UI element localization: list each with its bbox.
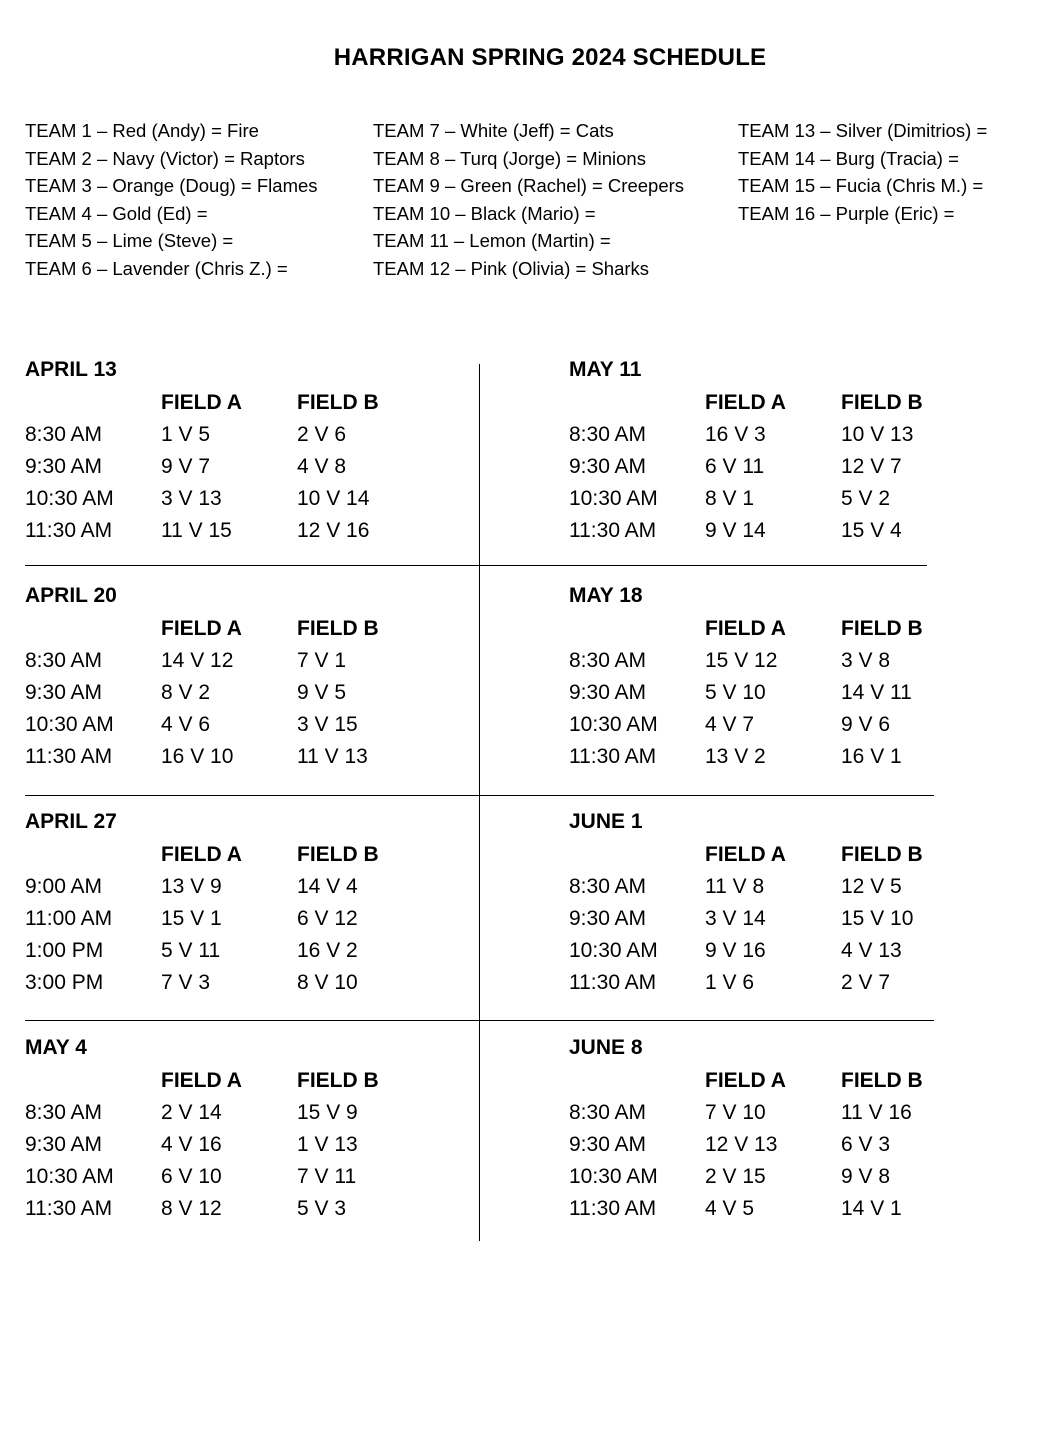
- field-b-matchup: 5 V 3: [297, 1197, 347, 1220]
- game-row: [25, 907, 445, 939]
- field-a-matchup: 11 V 15: [161, 519, 232, 542]
- field-b-header: FIELD B: [297, 843, 379, 866]
- game-time: 8:30 AM: [569, 875, 647, 898]
- field-a-matchup: 3 V 14: [705, 907, 766, 930]
- schedule-day-block: [569, 810, 989, 1010]
- game-row: [25, 1197, 445, 1229]
- field-b-matchup: 6 V 12: [297, 907, 358, 930]
- game-time: 11:30 AM: [25, 519, 113, 542]
- field-a-header: FIELD A: [705, 391, 786, 414]
- field-a-matchup: 1 V 6: [705, 971, 755, 994]
- game-time: 10:30 AM: [569, 1165, 658, 1188]
- field-a-matchup: 2 V 14: [161, 1101, 222, 1124]
- game-row: [569, 745, 989, 777]
- field-a-matchup: 16 V 3: [705, 423, 766, 446]
- field-b-matchup: 6 V 3: [841, 1133, 891, 1156]
- field-a-matchup: 9 V 16: [705, 939, 766, 962]
- field-a-matchup: 1 V 5: [161, 423, 211, 446]
- game-row: [569, 1101, 989, 1133]
- field-a-header: FIELD A: [161, 617, 242, 640]
- field-a-matchup: 7 V 3: [161, 971, 211, 994]
- game-time: 8:30 AM: [25, 423, 103, 446]
- game-row: [569, 1197, 989, 1229]
- field-b-matchup: 14 V 4: [297, 875, 358, 898]
- game-time: 9:30 AM: [25, 681, 103, 704]
- team-list-column-2: [373, 117, 684, 283]
- game-row: [25, 971, 445, 1003]
- center-divider: [479, 364, 480, 1241]
- field-b-matchup: 15 V 9: [297, 1101, 358, 1124]
- game-row: [569, 455, 989, 487]
- field-a-matchup: 3 V 13: [161, 487, 222, 510]
- game-time: 11:30 AM: [569, 745, 657, 768]
- game-row: [25, 713, 445, 745]
- team-entry: TEAM 16 – Purple (Eric) =: [738, 202, 955, 224]
- field-b-matchup: 5 V 2: [841, 487, 891, 510]
- game-time: 8:30 AM: [569, 1101, 647, 1124]
- field-a-matchup: 8 V 2: [161, 681, 211, 704]
- game-row: [25, 875, 445, 907]
- field-b-matchup: 4 V 8: [297, 455, 347, 478]
- game-row: [569, 423, 989, 455]
- row-divider: [25, 795, 934, 796]
- field-a-header: FIELD A: [161, 1069, 242, 1092]
- field-b-matchup: 1 V 13: [297, 1133, 358, 1156]
- game-time: 11:30 AM: [569, 971, 657, 994]
- field-a-header: FIELD A: [161, 391, 242, 414]
- game-time: 9:30 AM: [25, 455, 103, 478]
- field-a-header: FIELD A: [705, 843, 786, 866]
- field-b-matchup: 4 V 13: [841, 939, 902, 962]
- field-b-matchup: 7 V 11: [297, 1165, 357, 1188]
- game-row: [569, 1133, 989, 1165]
- team-list-column-3: [738, 117, 987, 227]
- field-a-matchup: 14 V 12: [161, 649, 234, 672]
- field-b-matchup: 2 V 6: [297, 423, 347, 446]
- field-a-matchup: 6 V 11: [705, 455, 765, 478]
- field-b-header: FIELD B: [841, 1069, 923, 1092]
- game-date: APRIL 13: [25, 358, 117, 381]
- schedule-day-block: [569, 584, 989, 784]
- team-entry: TEAM 8 – Turq (Jorge) = Minions: [373, 147, 646, 169]
- field-a-matchup: 4 V 16: [161, 1133, 222, 1156]
- field-a-matchup: 13 V 9: [161, 875, 222, 898]
- field-b-matchup: 10 V 13: [841, 423, 914, 446]
- game-time: 9:30 AM: [569, 681, 647, 704]
- team-entry: TEAM 3 – Orange (Doug) = Flames: [25, 175, 318, 197]
- game-row: [25, 455, 445, 487]
- game-time: 11:00 AM: [25, 907, 113, 930]
- field-b-matchup: 8 V 10: [297, 971, 358, 994]
- game-time: 10:30 AM: [25, 487, 114, 510]
- field-a-header: FIELD A: [705, 1069, 786, 1092]
- team-entry: TEAM 9 – Green (Rachel) = Creepers: [373, 175, 685, 197]
- field-b-matchup: 12 V 16: [297, 519, 370, 542]
- team-entry: TEAM 12 – Pink (Olivia) = Sharks: [373, 257, 650, 279]
- game-date: MAY 4: [25, 1036, 87, 1059]
- team-entry: TEAM 11 – Lemon (Martin) =: [373, 230, 611, 252]
- field-a-matchup: 15 V 12: [705, 649, 778, 672]
- field-a-matchup: 9 V 14: [705, 519, 766, 542]
- game-time: 9:30 AM: [569, 455, 647, 478]
- game-time: 11:30 AM: [569, 1197, 657, 1220]
- game-time: 8:30 AM: [569, 649, 647, 672]
- game-time: 10:30 AM: [25, 713, 114, 736]
- field-a-matchup: 16 V 10: [161, 745, 234, 768]
- field-b-header: FIELD B: [297, 617, 379, 640]
- game-row: [25, 423, 445, 455]
- schedule-day-block: [25, 810, 445, 1010]
- field-b-matchup: 12 V 5: [841, 875, 902, 898]
- field-b-header: FIELD B: [841, 391, 923, 414]
- field-b-matchup: 14 V 11: [841, 681, 912, 704]
- game-row: [569, 713, 989, 745]
- field-b-header: FIELD B: [841, 843, 923, 866]
- schedule-day-block: [569, 1036, 989, 1236]
- game-date: MAY 11: [569, 358, 642, 381]
- game-time: 10:30 AM: [569, 487, 658, 510]
- field-a-matchup: 4 V 5: [705, 1197, 755, 1220]
- game-row: [569, 681, 989, 713]
- field-a-header: FIELD A: [161, 843, 242, 866]
- team-entry: TEAM 5 – Lime (Steve) =: [25, 230, 234, 252]
- field-a-matchup: 4 V 6: [161, 713, 211, 736]
- schedule-day-block: [25, 1036, 445, 1236]
- field-b-header: FIELD B: [297, 391, 379, 414]
- game-time: 8:30 AM: [25, 1101, 103, 1124]
- field-a-matchup: 8 V 12: [161, 1197, 222, 1220]
- field-b-matchup: 15 V 10: [841, 907, 914, 930]
- field-b-matchup: 7 V 1: [297, 649, 347, 672]
- game-date: APRIL 27: [25, 810, 117, 833]
- game-row: [25, 519, 445, 551]
- team-entry: TEAM 4 – Gold (Ed) =: [25, 202, 208, 224]
- row-divider: [25, 1020, 934, 1021]
- field-a-matchup: 13 V 2: [705, 745, 766, 768]
- field-a-matchup: 5 V 10: [705, 681, 766, 704]
- team-entry: TEAM 1 – Red (Andy) = Fire: [25, 120, 259, 141]
- team-entry: TEAM 7 – White (Jeff) = Cats: [373, 120, 614, 141]
- game-row: [569, 875, 989, 907]
- game-time: 9:30 AM: [569, 1133, 647, 1156]
- row-divider: [25, 565, 927, 566]
- game-time: 10:30 AM: [25, 1165, 114, 1188]
- field-b-matchup: 3 V 8: [841, 649, 891, 672]
- field-a-matchup: 15 V 1: [161, 907, 222, 930]
- game-time: 11:30 AM: [569, 519, 657, 542]
- game-time: 9:30 AM: [569, 907, 647, 930]
- field-a-matchup: 6 V 10: [161, 1165, 222, 1188]
- game-row: [569, 1165, 989, 1197]
- field-b-matchup: 2 V 7: [841, 971, 891, 994]
- page-title: HARRIGAN SPRING 2024 SCHEDULE: [333, 44, 767, 71]
- field-a-matchup: 7 V 10: [705, 1101, 766, 1124]
- game-row: [569, 971, 989, 1003]
- field-a-matchup: 2 V 15: [705, 1165, 766, 1188]
- game-date: MAY 18: [569, 584, 643, 607]
- schedule-day-block: [569, 358, 989, 558]
- game-row: [569, 519, 989, 551]
- field-b-matchup: 16 V 2: [297, 939, 358, 962]
- game-row: [25, 681, 445, 713]
- team-entry: TEAM 10 – Black (Mario) =: [373, 202, 596, 224]
- game-time: 10:30 AM: [569, 713, 658, 736]
- game-time: 3:00 PM: [25, 971, 104, 994]
- schedule-day-block: [25, 584, 445, 784]
- team-entry: TEAM 2 – Navy (Victor) = Raptors: [25, 147, 305, 169]
- game-time: 10:30 AM: [569, 939, 658, 962]
- field-b-header: FIELD B: [297, 1069, 379, 1092]
- field-b-matchup: 11 V 13: [297, 745, 368, 768]
- field-a-matchup: 12 V 13: [705, 1133, 778, 1156]
- game-row: [25, 1101, 445, 1133]
- field-a-header: FIELD A: [705, 617, 786, 640]
- field-b-matchup: 11 V 16: [841, 1101, 912, 1124]
- game-row: [25, 939, 445, 971]
- game-row: [569, 649, 989, 681]
- field-b-matchup: 9 V 6: [841, 713, 891, 736]
- team-entry: TEAM 14 – Burg (Tracia) =: [738, 147, 959, 169]
- game-date: JUNE 8: [569, 1036, 643, 1059]
- game-time: 8:30 AM: [25, 649, 103, 672]
- game-time: 11:30 AM: [25, 1197, 113, 1220]
- field-b-matchup: 14 V 1: [841, 1197, 902, 1220]
- game-row: [25, 1165, 445, 1197]
- schedule-day-block: [25, 358, 445, 558]
- field-b-matchup: 15 V 4: [841, 519, 902, 542]
- field-a-matchup: 8 V 1: [705, 487, 755, 510]
- game-row: [569, 487, 989, 519]
- field-a-matchup: 9 V 7: [161, 455, 211, 478]
- field-b-matchup: 10 V 14: [297, 487, 370, 510]
- field-b-matchup: 3 V 15: [297, 713, 358, 736]
- team-entry: TEAM 13 – Silver (Dimitrios) =: [738, 120, 988, 141]
- field-b-matchup: 9 V 5: [297, 681, 347, 704]
- field-a-matchup: 5 V 11: [161, 939, 221, 962]
- game-row: [569, 907, 989, 939]
- field-b-matchup: 9 V 8: [841, 1165, 891, 1188]
- team-entry: TEAM 6 – Lavender (Chris Z.) =: [25, 257, 288, 279]
- game-time: 1:00 PM: [25, 939, 104, 962]
- game-time: 11:30 AM: [25, 745, 113, 768]
- field-a-matchup: 11 V 8: [705, 875, 765, 898]
- game-time: 8:30 AM: [569, 423, 647, 446]
- game-row: [25, 487, 445, 519]
- game-date: JUNE 1: [569, 810, 643, 833]
- field-a-matchup: 4 V 7: [705, 713, 755, 736]
- field-b-header: FIELD B: [841, 617, 923, 640]
- game-row: [25, 745, 445, 777]
- game-row: [25, 649, 445, 681]
- game-time: 9:30 AM: [25, 1133, 103, 1156]
- field-b-matchup: 16 V 1: [841, 745, 902, 768]
- team-list-column-1: [25, 117, 318, 283]
- field-b-matchup: 12 V 7: [841, 455, 902, 478]
- game-row: [569, 939, 989, 971]
- game-time: 9:00 AM: [25, 875, 103, 898]
- team-entry: TEAM 15 – Fucia (Chris M.) =: [738, 175, 984, 197]
- game-row: [25, 1133, 445, 1165]
- game-date: APRIL 20: [25, 584, 117, 607]
